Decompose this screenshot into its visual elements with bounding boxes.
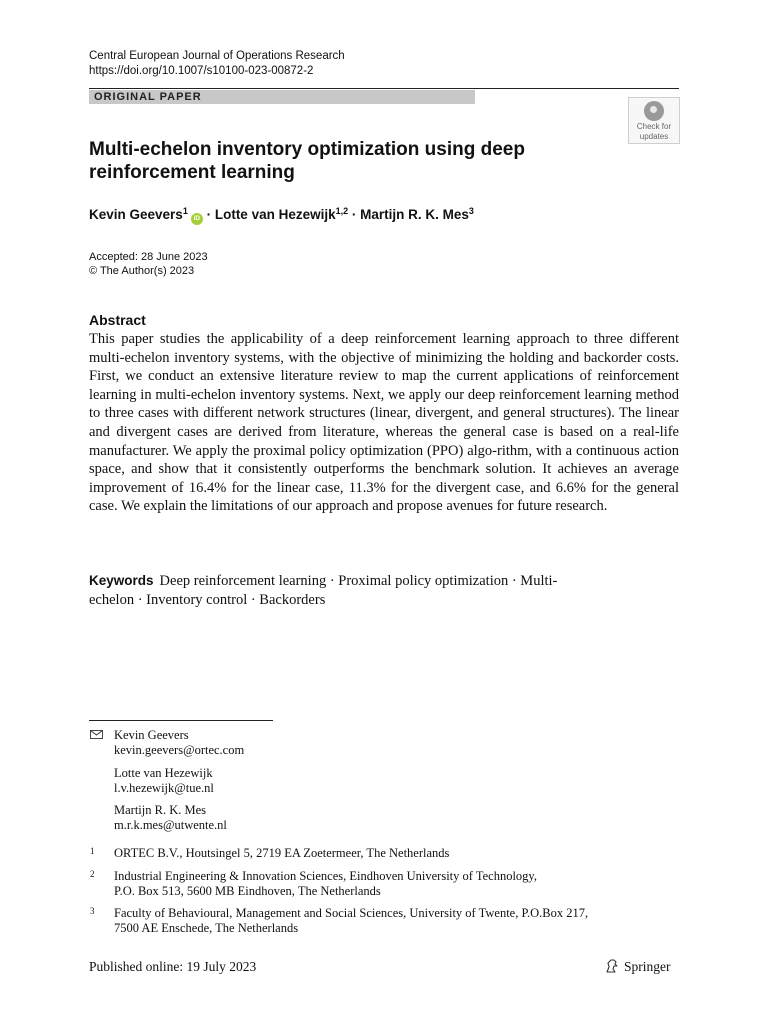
author-separator: · xyxy=(202,207,215,222)
copyright-notice: © The Author(s) 2023 xyxy=(89,265,195,277)
springer-horse-icon xyxy=(604,958,620,974)
badge-line-1: Check for xyxy=(636,122,672,131)
author-name[interactable]: Kevin Geevers xyxy=(89,207,183,222)
author-affiliation-sup: 1,2 xyxy=(335,206,349,216)
affiliation-number: 3 xyxy=(90,906,95,916)
affiliation-line: P.O. Box 513, 5600 MB Eindhoven, The Netherlands xyxy=(114,884,381,898)
keywords-line-1: Deep reinforcement learning · Proximal policy optimization · Multi- xyxy=(159,573,558,589)
keywords-line-2: echelon · Inventory control · Backorders xyxy=(89,592,326,608)
contact-email[interactable]: kevin.geevers@ortec.com xyxy=(114,743,245,757)
affiliation-text xyxy=(114,906,674,936)
affiliation-number: 2 xyxy=(90,869,95,879)
author-affiliation-sup: 3 xyxy=(468,206,474,216)
affiliation-line: Industrial Engineering & Innovation Sciences, Eindhoven University of Technology, xyxy=(114,869,537,883)
accepted-date: Accepted: 28 June 2023 xyxy=(89,251,208,263)
contact-block xyxy=(114,803,227,833)
check-for-updates-icon xyxy=(644,101,664,121)
contact-email[interactable]: l.v.hezewijk@tue.nl xyxy=(114,781,214,795)
affiliation-line: 7500 AE Enschede, The Netherlands xyxy=(114,921,299,935)
article-dates xyxy=(89,250,208,278)
affiliation-number: 1 xyxy=(90,846,95,856)
abstract-heading: Abstract xyxy=(89,312,146,328)
publisher-mark xyxy=(604,958,671,976)
orcid-icon[interactable]: iD xyxy=(191,213,203,225)
envelope-icon xyxy=(90,730,103,739)
author-affiliation-sup: 1 xyxy=(182,206,188,216)
header-rule xyxy=(89,88,679,89)
contact-name: Kevin Geevers xyxy=(114,728,189,742)
author-name[interactable]: Lotte van Hezewijk xyxy=(214,207,336,222)
contact-block xyxy=(114,766,214,796)
keywords-label: Keywords xyxy=(89,573,154,588)
publisher-name: Springer xyxy=(624,959,671,974)
contact-email[interactable]: m.r.k.mes@utwente.nl xyxy=(114,818,227,832)
affiliation-text xyxy=(114,846,674,861)
journal-name: Central European Journal of Operations Research xyxy=(89,50,345,62)
check-for-updates-badge[interactable] xyxy=(628,97,680,144)
badge-line-2: updates xyxy=(639,132,669,141)
section-label: ORIGINAL PAPER xyxy=(94,91,202,103)
abstract-text: This paper studies the applicability of a deep reinforcement learning approach to three different multi-echelon inventory systems, with the objective of minimizing the holding and backorder costs. First, we conduct an extensive literature review to map the current applications of reinforcement learning in multi-echelon inventory systems. Next, we apply our deep reinforcement learning method to three cases with different network structures (linear, divergent, and general structures). The linear and divergent cases are derived from literature, whereas the general case is based on a real-life manufacturer. We apply the proximal policy optimization (PPO) algo-rithm, with a continuous action space, and show that it consistently outperforms the benchmark solution. It achieves an average improvement of 16.4% for the linear case, 11.3% for the divergent case, and 6.6% for the general case. We explain the limitations of our approach and propose avenues for future research. xyxy=(89,331,679,515)
paper-title: Multi-echelon inventory optimization using deep reinforcement learning xyxy=(89,139,525,183)
affiliation-line: ORTEC B.V., Houtsingel 5, 2719 EA Zoetermeer, The Netherlands xyxy=(114,846,450,860)
author-list xyxy=(89,206,474,225)
keywords xyxy=(89,571,679,610)
contact-name: Martijn R. K. Mes xyxy=(114,803,207,817)
contact-name: Lotte van Hezewijk xyxy=(114,766,213,780)
affiliation-line: Faculty of Behavioural, Management and Social Sciences, University of Twente, P.O.Box 217, xyxy=(114,906,589,920)
author-name[interactable]: Martijn R. K. Mes xyxy=(360,207,469,222)
contact-block xyxy=(114,728,244,758)
journal-doi[interactable]: https://doi.org/10.1007/s10100-023-00872-2 xyxy=(89,65,314,77)
published-date: Published online: 19 July 2023 xyxy=(89,959,257,974)
footnote-rule xyxy=(89,720,273,721)
journal-header xyxy=(89,49,345,79)
author-separator: · xyxy=(348,207,361,222)
affiliation-text xyxy=(114,869,674,899)
